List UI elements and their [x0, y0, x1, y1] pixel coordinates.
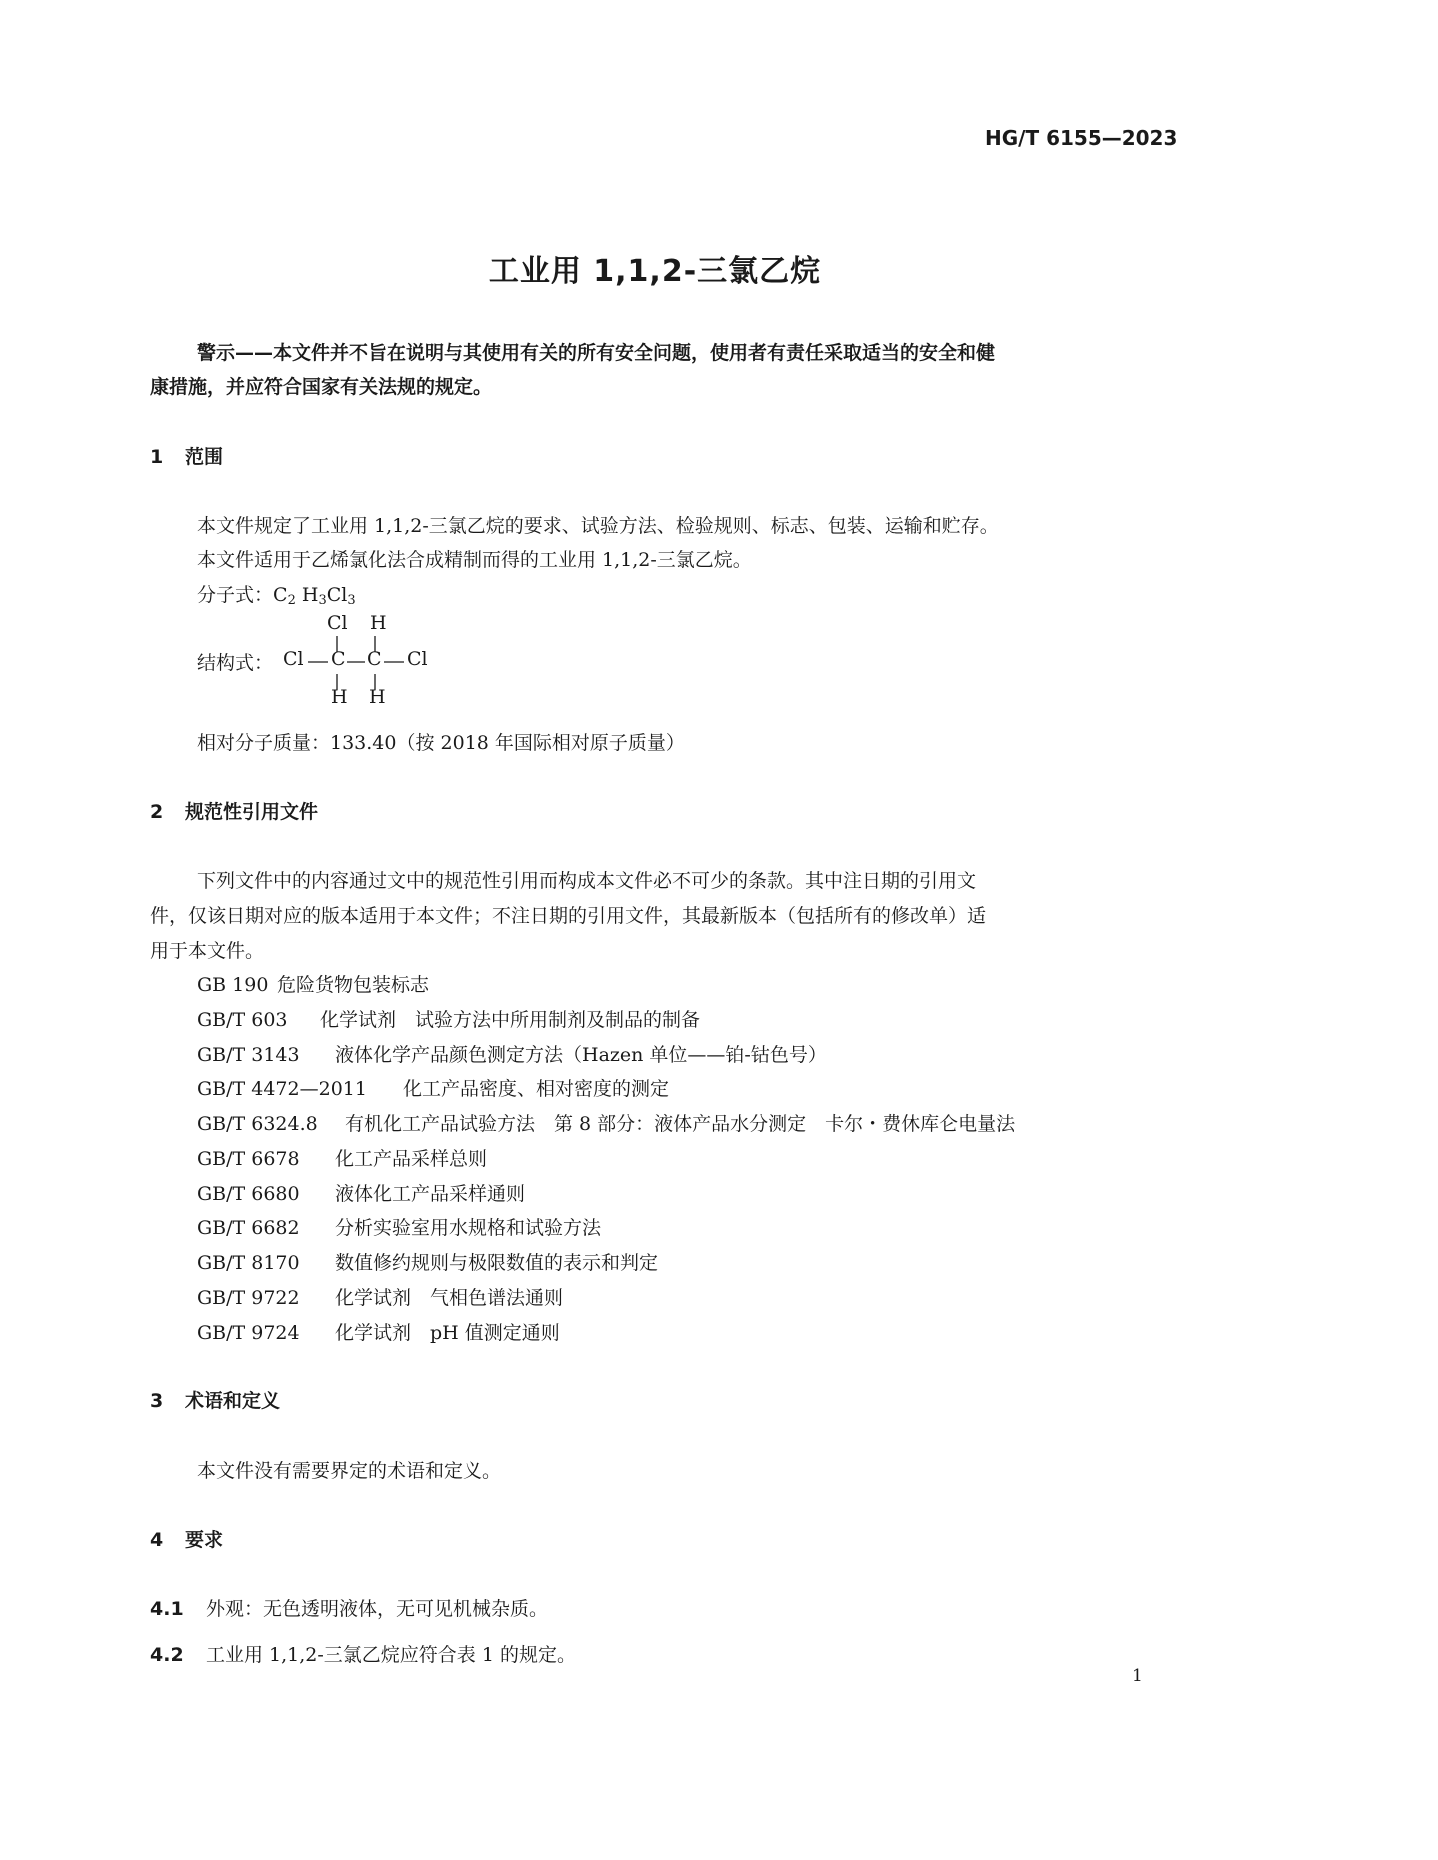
- document-title: 工业用 1,1,2-三氯乙烷: [488, 254, 822, 289]
- section-title: 规范性引用文件: [185, 801, 319, 823]
- section-4-heading: [150, 1525, 223, 1552]
- structure-label: 结构式：: [197, 652, 274, 674]
- reference-item: [197, 1040, 827, 1067]
- reference-code: GB/T 4472—2011: [197, 1078, 367, 1100]
- atom-c-2: C: [367, 648, 382, 670]
- atom-cl-top: Cl: [327, 612, 348, 634]
- paragraph: 下列文件中的内容通过文中的规范性引用而构成本文件必不可少的条款。其中注日期的引用文: [197, 870, 977, 892]
- section-3-heading: [150, 1386, 280, 1413]
- reference-title: 化学试剂 试验方法中所用制剂及制品的制备: [320, 1009, 701, 1031]
- section-title: 范围: [185, 446, 224, 468]
- section-2-heading: [150, 797, 318, 824]
- reference-title: 化工产品密度、相对密度的测定: [403, 1078, 670, 1100]
- reference-code: GB/T 3143: [197, 1044, 300, 1066]
- section-title: 术语和定义: [185, 1390, 281, 1412]
- section-number: 2: [150, 801, 164, 823]
- formula-cl-count: 3: [347, 593, 356, 608]
- reference-item: [197, 1109, 1015, 1136]
- section-number: 4: [150, 1529, 164, 1551]
- bond-lines: [197, 606, 497, 716]
- reference-code: GB/T 8170: [197, 1252, 300, 1274]
- reference-code: GB/T 6680: [197, 1183, 300, 1205]
- relative-molecular-mass: 相对分子质量：133.40（按 2018 年国际相对原子质量）: [197, 732, 685, 754]
- reference-title: 液体化学产品颜色测定方法（Hazen 单位——铂-钴色号）: [335, 1044, 827, 1066]
- reference-item: [197, 1074, 669, 1101]
- section-title: 要求: [185, 1529, 224, 1551]
- atom-h-bottom-left: H: [331, 686, 348, 708]
- subclause-number: 4.1: [150, 1598, 184, 1620]
- reference-item: [197, 1005, 700, 1032]
- subclause-4-2: [150, 1640, 576, 1667]
- reference-code: GB/T 9724: [197, 1322, 300, 1344]
- reference-title: 化学试剂 气相色谱法通则: [335, 1287, 564, 1309]
- formula-c: C: [273, 584, 288, 606]
- subclause-number: 4.2: [150, 1644, 184, 1666]
- formula-h-count: 3: [318, 593, 327, 608]
- reference-title: 数值修约规则与极限数值的表示和判定: [335, 1252, 659, 1274]
- reference-title: 危险货物包装标志: [277, 974, 430, 996]
- reference-item: [197, 1213, 601, 1240]
- molecular-formula: [197, 580, 356, 608]
- atom-c-1: C: [331, 648, 346, 670]
- section-number: 3: [150, 1390, 164, 1412]
- reference-code: GB/T 603: [197, 1009, 288, 1031]
- reference-item: [197, 970, 429, 997]
- reference-item: [197, 1283, 563, 1310]
- document-code: HG/T 6155—2023: [985, 126, 1178, 150]
- section-number: 1: [150, 446, 164, 468]
- reference-item: [197, 1248, 658, 1275]
- formula-label: 分子式：: [197, 584, 274, 606]
- formula-cl: Cl: [326, 584, 348, 606]
- reference-code: GB/T 6324.8: [197, 1113, 318, 1135]
- formula-c-count: 2: [287, 593, 296, 608]
- page-number: 1: [1132, 1666, 1143, 1686]
- reference-code: GB/T 9722: [197, 1287, 300, 1309]
- atom-cl-right: Cl: [407, 648, 428, 670]
- atom-cl-left: Cl: [283, 648, 304, 670]
- paragraph: 用于本文件。: [150, 940, 265, 962]
- structural-formula: [197, 606, 497, 716]
- atom-h-bottom-right: H: [369, 686, 386, 708]
- paragraph: 本文件规定了工业用 1,1,2-三氯乙烷的要求、试验方法、检验规则、标志、包装、运输和贮存。: [197, 515, 999, 537]
- reference-title: 化工产品采样总则: [335, 1148, 488, 1170]
- reference-title: 化学试剂 pH 值测定通则: [335, 1322, 560, 1344]
- reference-item: [197, 1179, 525, 1206]
- reference-code: GB/T 6682: [197, 1217, 300, 1239]
- paragraph: 件，仅该日期对应的版本适用于本文件；不注日期的引用文件，其最新版本（包括所有的修改单）适: [150, 905, 987, 927]
- reference-item: [197, 1144, 487, 1171]
- paragraph: 本文件适用于乙烯氯化法合成精制而得的工业用 1,1,2-三氯乙烷。: [197, 549, 752, 571]
- warning-line-1: 警示——本文件并不旨在说明与其使用有关的所有安全问题，使用者有责任采取适当的安全和健: [197, 342, 996, 364]
- subclause-text: 外观：无色透明液体，无可见机械杂质。: [206, 1598, 549, 1620]
- formula-h: H: [301, 584, 319, 606]
- atom-h-top: H: [370, 612, 387, 634]
- reference-item: [197, 1318, 560, 1345]
- subclause-text: 工业用 1,1,2-三氯乙烷应符合表 1 的规定。: [206, 1644, 576, 1666]
- section-1-heading: [150, 442, 223, 469]
- paragraph: 本文件没有需要界定的术语和定义。: [197, 1460, 502, 1482]
- reference-title: 液体化工产品采样通则: [335, 1183, 526, 1205]
- warning-line-2: 康措施，并应符合国家有关法规的规定。: [150, 376, 493, 398]
- reference-title: 有机化工产品试验方法 第 8 部分：液体产品水分测定 卡尔・费休库仑电量法: [345, 1113, 1016, 1135]
- reference-title: 分析实验室用水规格和试验方法: [335, 1217, 602, 1239]
- reference-code: GB/T 6678: [197, 1148, 300, 1170]
- reference-code: GB 190: [197, 974, 269, 996]
- subclause-4-1: [150, 1594, 548, 1621]
